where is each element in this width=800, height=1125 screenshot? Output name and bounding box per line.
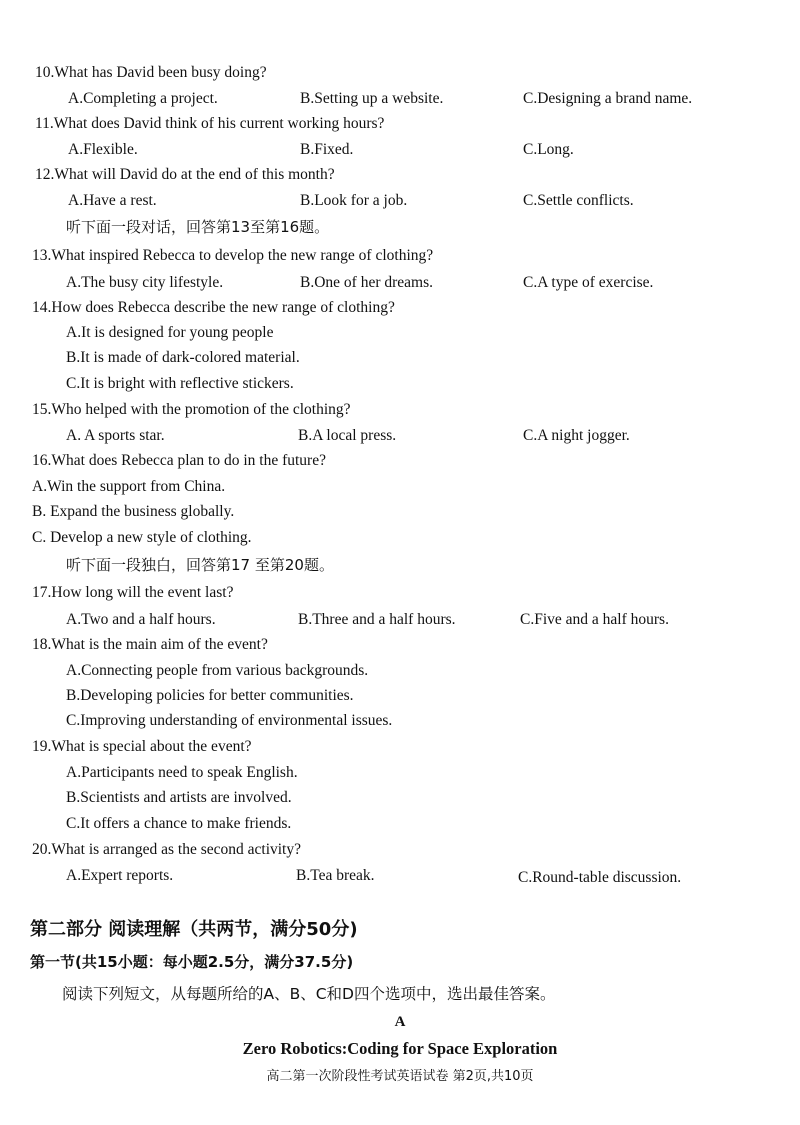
option-16-a: A.Win the support from China.: [32, 478, 226, 495]
instruction-monologue: 听下面一段独白，回答第17 至第20题。: [66, 556, 334, 574]
question-15: 15.Who helped with the promotion of the clothing?: [32, 401, 351, 418]
question-16: 16.What does Rebecca plan to do in the future?: [32, 452, 326, 469]
option-12-c: C.Settle conflicts.: [523, 192, 634, 209]
option-10-c: C.Designing a brand name.: [523, 90, 693, 107]
reading-instruction: 阅读下列短文，从每题所给的A、B、C和D四个选项中，选出最佳答案。: [62, 985, 556, 1003]
section1-heading: 第一节(共15小题：每小题2.5分，满分37.5分): [30, 953, 354, 971]
question-19: 19.What is special about the event?: [32, 738, 252, 755]
option-12-a: A.Have a rest.: [68, 192, 157, 209]
question-20: 20.What is arranged as the second activity?: [32, 841, 301, 858]
option-11-a: A.Flexible.: [68, 141, 138, 158]
question-17: 17.How long will the event last?: [32, 584, 234, 601]
option-19-b: B.Scientists and artists are involved.: [66, 789, 292, 806]
option-20-c: C.Round-table discussion.: [518, 869, 682, 886]
instruction-dialogue: 听下面一段对话，回答第13至第16题。: [66, 218, 330, 236]
option-12-b: B.Look for a job.: [300, 192, 408, 209]
option-14-a: A.It is designed for young people: [66, 324, 274, 341]
option-17-b: B.Three and a half hours.: [298, 611, 456, 628]
option-15-b: B.A local press.: [298, 427, 397, 444]
option-15-a: A. A sports star.: [66, 427, 165, 444]
option-10-b: B.Setting up a website.: [300, 90, 444, 107]
option-18-c: C.Improving understanding of environmental issues.: [66, 712, 393, 729]
option-11-c: C.Long.: [523, 141, 574, 158]
question-12: 12.What will David do at the end of this month?: [35, 166, 335, 183]
option-16-c: C. Develop a new style of clothing.: [32, 529, 252, 546]
option-18-a: A.Connecting people from various backgrounds.: [66, 662, 369, 679]
option-19-c: C.It offers a chance to make friends.: [66, 815, 292, 832]
option-20-a: A.Expert reports.: [66, 867, 174, 884]
option-13-a: A.The busy city lifestyle.: [66, 274, 224, 291]
part2-heading: 第二部分 阅读理解（共两节，满分50分): [30, 919, 358, 940]
option-20-b: B.Tea break.: [296, 867, 375, 884]
option-11-b: B.Fixed.: [300, 141, 354, 158]
option-18-b: B.Developing policies for better communities.: [66, 687, 354, 704]
option-17-c: C.Five and a half hours.: [520, 611, 669, 628]
option-15-c: C.A night jogger.: [523, 427, 630, 444]
question-11: 11.What does David think of his current working hours?: [35, 115, 385, 132]
option-16-b: B. Expand the business globally.: [32, 503, 235, 520]
option-13-c: C.A type of exercise.: [523, 274, 654, 291]
passage-title: Zero Robotics:Coding for Space Exploration: [242, 1039, 558, 1058]
page-footer: 高二第一次阶段性考试英语试卷 第2页,共10页: [266, 1069, 534, 1084]
option-13-b: B.One of her dreams.: [300, 274, 433, 291]
option-14-c: C.It is bright with reflective stickers.: [66, 375, 294, 392]
question-18: 18.What is the main aim of the event?: [32, 636, 268, 653]
question-13: 13.What inspired Rebecca to develop the new range of clothing?: [32, 247, 434, 264]
option-10-a: A.Completing a project.: [68, 90, 218, 107]
option-19-a: A.Participants need to speak English.: [66, 764, 298, 781]
question-14: 14.How does Rebecca describe the new range of clothing?: [32, 299, 395, 316]
question-10: 10.What has David been busy doing?: [35, 64, 267, 81]
option-14-b: B.It is made of dark-colored material.: [66, 349, 300, 366]
passage-letter: A: [394, 1014, 406, 1030]
option-17-a: A.Two and a half hours.: [66, 611, 216, 628]
